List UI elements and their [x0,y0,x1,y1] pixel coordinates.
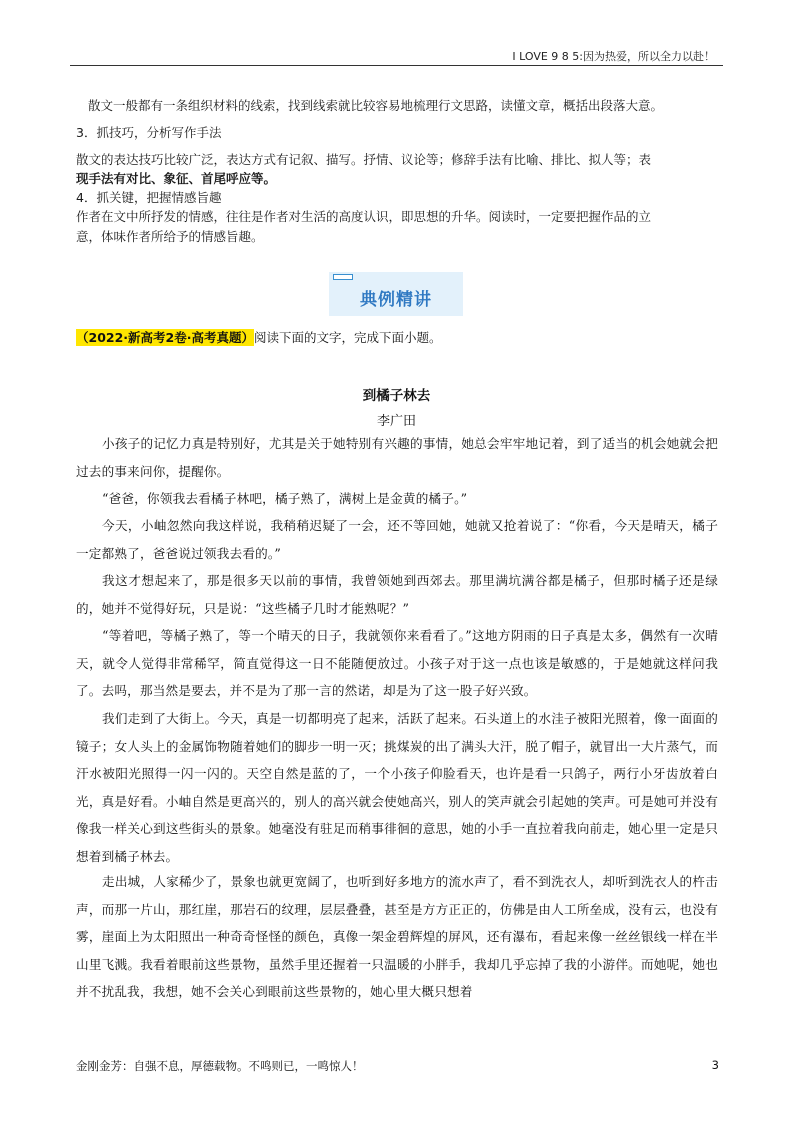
article-title: 到橘子林去 [362,388,431,404]
intro-heading-4: 4．抓关键，把握情感旨趣 [76,190,222,205]
header-divider [70,65,723,66]
intro-paragraph-4-line-2: 意，体味作者所给予的情感旨趣。 [76,229,264,244]
article-author: 李广田 [376,414,416,429]
intro-paragraph-4-line-1: 作者在文中所抒发的情感，往往是作者对生活的高度认识，即思想的升华。阅读时，一定要把握作品的立 [76,209,652,224]
article-paragraph-7: 走出城，人家稀少了，景象也就更宽阔了，也听到好多地方的流水声了，看不到洗衣人，却听到洗衣人的杵击声，而那一片山，那红崖，那岩石的纹理，层层叠叠，甚至是方方正正的，仿佛是由人工所垒成，没有云，也没有雾，崖面上为太阳照出一种奇奇怪怪的颜色，真像一架金碧辉煌的屏风，还有瀑布，看起来像一丝丝银线一样在半山里飞溅。我看着眼前这些景物，虽然手里还握着一只温暖的小胖手，我却几乎忘掉了我的小游伴。而她呢，她也并不扰乱我，我想，她不会关心到眼前这些景物的，她心里大概只想着 [76,874,718,999]
section-badge-label: 典例精讲 [360,290,432,310]
intro-heading-3: 3．抓技巧，分析写作手法 [76,125,222,140]
page-number: 3 [711,1058,719,1072]
footer-motto: 金刚金芳：自强不息，厚德载物。不鸣则已，一鸣惊人！ [76,1059,364,1073]
header-slogan: I LOVE 9 8 5:因为热爱，所以全力以赴！ [512,50,715,63]
article-paragraph-5: “等着吧，等橘子熟了，等一个晴天的日子，我就领你来看看了。”这地方阴雨的日子真是太多，偶然有一次晴天，就令人觉得非常稀罕，简直觉得这一日不能随便放过。小孩子对于这一点也该是敏感的，于是她就这样问我了。去吗，那当然是要去，并不是为了那一言的然诺，却是为了这一股子好兴致。 [76,628,718,698]
question-instruction: 阅读下面的文字，完成下面小题。 [254,330,442,345]
article-paragraph-1: 小孩子的记忆力真是特别好，尤其是关于她特别有兴趣的事情，她总会牢牢地记着，到了适当的机会她就会把过去的事来问你，提醒你。 [76,436,718,479]
article-paragraph-4: 我这才想起来了，那是很多天以前的事情，我曾领她到西郊去。那里满坑满谷都是橘子，但那时橘子还是绿的，她并不觉得好玩，只是说：“这些橘子几时才能熟呢？” [76,573,718,616]
article-paragraph-3: 今天，小岫忽然向我这样说，我稍稍迟疑了一会，还不等回她，她就又抢着说了：“你看，今天是晴天，橘子一定都熟了，爸爸说过领我去看的。” [76,518,718,561]
intro-paragraph-3-line-1: 散文的表达技巧比较广泛，表达方式有记叙、描写。抒情、议论等；修辞手法有比喻、排比、拟人等；表 [76,152,652,167]
section-badge [329,272,463,316]
intro-paragraph-3-line-2: 现手法有对比、象征、首尾呼应等。 [76,171,277,186]
question-source-tag: （2022·新高考2卷·高考真题） [76,330,254,345]
question-source-line [76,328,442,346]
article-paragraph-6: 我们走到了大街上。今天，真是一切都明亮了起来，活跃了起来。石头道上的水洼子被阳光照着，像一面面的镜子；女人头上的金属饰物随着她们的脚步一明一灭；挑煤炭的出了满头大汗，脱了帽子，就冒出一大片蒸气，而汗水被阳光照得一闪一闪的。天空自然是蓝的了，一个小孩子仰脸看天，也许是看一只鸽子，两行小牙齿放着白光，真是好看。小岫自然是更高兴的，别人的高兴就会使她高兴，别人的笑声就会引起她的笑声。可是她可并没有像我一样关心到这些街头的景象。她毫没有驻足而稍事徘徊的意思，她的小手一直拉着我向前走，她心里一定是只想着到橘子林去。 [76,711,718,864]
badge-tab-icon [333,274,353,280]
article-paragraph-2: “爸爸，你领我去看橘子林吧，橘子熟了，满树上是金黄的橘子。” [102,491,468,506]
intro-paragraph-1: 散文一般都有一条组织材料的线索，找到线索就比较容易地梳理行文思路，读懂文章，概括出段落大意。 [88,98,664,113]
